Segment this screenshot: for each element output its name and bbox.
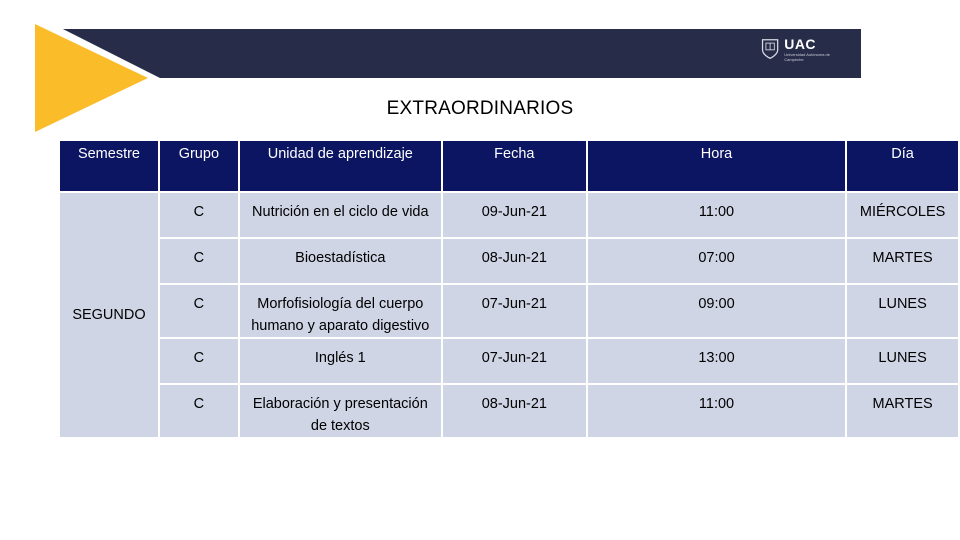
table-row [59, 238, 959, 284]
fecha-cell: 09-Jun-21 [442, 192, 587, 238]
unidad-cell: Nutrición en el ciclo de vida [239, 192, 442, 238]
column-header-dia: Día [846, 140, 959, 192]
column-header-fecha: Fecha [442, 140, 587, 192]
grupo-cell: C [159, 338, 239, 384]
page-title: EXTRAORDINARIOS [386, 98, 574, 119]
dia-cell: MIÉRCOLES [846, 192, 959, 238]
semester-cell: SEGUNDO [59, 192, 159, 438]
column-header-hora: Hora [587, 140, 846, 192]
logo-subtext: Universidad Autónoma de Campeche [784, 52, 831, 62]
column-header-grupo: Grupo [159, 140, 239, 192]
dia-cell: LUNES [846, 284, 959, 338]
hora-cell: 11:00 [587, 384, 846, 438]
hora-cell: 11:00 [587, 192, 846, 238]
exam-schedule-table [58, 139, 960, 439]
unidad-cell: Inglés 1 [239, 338, 442, 384]
grupo-cell: C [159, 384, 239, 438]
hora-cell: 07:00 [587, 238, 846, 284]
hora-cell: 09:00 [587, 284, 846, 338]
table-row [59, 384, 959, 438]
header-bar [62, 29, 861, 78]
table-row [59, 192, 959, 238]
column-header-semestre: Semestre [59, 140, 159, 192]
fecha-cell: 07-Jun-21 [442, 284, 587, 338]
fecha-cell: 07-Jun-21 [442, 338, 587, 384]
university-logo [760, 34, 840, 64]
shield-icon [760, 36, 780, 62]
table-row [59, 338, 959, 384]
hora-cell: 13:00 [587, 338, 846, 384]
table-row [59, 284, 959, 338]
grupo-cell: C [159, 192, 239, 238]
unidad-cell: Bioestadística [239, 238, 442, 284]
dia-cell: MARTES [846, 238, 959, 284]
grupo-cell: C [159, 238, 239, 284]
fecha-cell: 08-Jun-21 [442, 384, 587, 438]
column-header-unidad: Unidad de aprendizaje [239, 140, 442, 192]
dia-cell: LUNES [846, 338, 959, 384]
unidad-cell: Morfofisiología del cuerpo humano y aparato digestivo [239, 284, 442, 338]
fecha-cell: 08-Jun-21 [442, 238, 587, 284]
dia-cell: MARTES [846, 384, 959, 438]
logo-text: UAC [784, 36, 817, 52]
table-header-row [59, 140, 959, 192]
grupo-cell: C [159, 284, 239, 338]
unidad-cell: Elaboración y presentación de textos [239, 384, 442, 438]
